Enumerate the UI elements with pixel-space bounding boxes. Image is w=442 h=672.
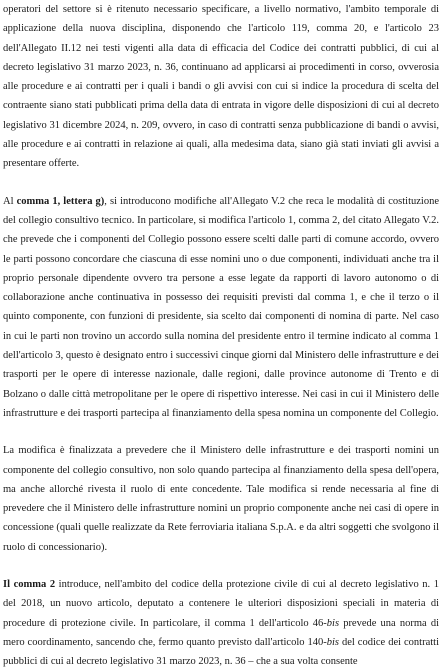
text-run: introduce, nell'ambito del codice della protezione civile di cui al decreto legislativo n. 1 del 2018, un nuovo articolo, deputato a contenere le ulteriori disposizioni speciali in materia di procedure di protezione civile. In particolare, il comma 1 dell'articolo 46-	[3, 579, 439, 629]
paragraph-comma-2	[3, 575, 439, 671]
paragraph-modifica-finalizzata	[3, 441, 439, 557]
text-run: La modifica è finalizzata a prevedere che il Ministero delle infrastrutture e dei trasporti nomini un componente del collegio consultivo, non solo quando partecipa al finanziamento della spesa dell'opera, ma anche allorché rivesta il ruolo di ente concedente. Tale modifica si rende necessaria al fine di prevedere che il Ministero delle infrastrutture nomini un proprio componente anche nei casi di opere in concessione (quali quelle realizzate da Rete ferroviaria italiana S.p.A. e da altri soggetti che svolgono il ruolo di concessionario).	[3, 445, 439, 553]
italic-term: bis	[326, 636, 340, 648]
text-run: operatori del settore si è ritenuto necessario specificare, a livello normativo, l'ambito temporale di applicazione della nuova disciplina, disponendo che l'articolo 119, comma 20, e l'articolo 23 dell'Allegato II.12 nei testi vigenti alla data di efficacia del Codice dei contratti pubblici, di cui al decreto legislativo 31 marzo 2023, n. 36, continuano ad applicarsi ai procedimenti in corso, ovverosia alle procedure e ai contratti per i quali i bandi o gli avvisi con cui si indice la procedura di scelta del contraente siano stati pubblicati prima della data di entrata in vigore delle disposizioni di cui al decreto legislativo 31 dicembre 2024, n. 209, ovvero, in caso di contratti senza pubblicazione di bandi o avvisi, alle procedure e ai contratti in relazione ai quali, alla medesima data, siano già stati inviati gli avvisi a presentare offerte.	[3, 4, 439, 170]
paragraph-gap	[3, 557, 439, 575]
bold-reference: Il comma 2	[3, 579, 56, 591]
italic-term: bis	[326, 617, 340, 629]
text-run: prevede una norma di mero coordinamento, sancendo che, fermo quanto previsto dall'articolo 140-	[3, 617, 439, 648]
paragraph-comma-1-lettera-g	[3, 192, 439, 424]
text-run: , si introducono modifiche all'Allegato V.2 che reca le modalità di costituzione del collegio consultivo tecnico. In particolare, si modifica l'articolo 1, comma 2, del citato Allegato V.2. che prevede che i componenti del Collegio possono essere scelti dalle parti di comune accordo, ovvero le parti possono concordare che ciascuna di esse nomini uno o due componenti, individuati anche tra il proprio personale dipendente ovvero tra persone a esse legate da rapporti di lavoro autonomo o di collaborazione anche continuativa in possesso dei requisiti previsti dal comma 1, e che il terzo o il quinto componente, con funzioni di presidente, sia scelto dai componenti di nomina di parte. Nel caso in cui le parti non trovino un accordo sulla nomina del presidente entro il termine indicato al comma 1 dell'articolo 3, questo è designato entro i successivi cinque giorni dal Ministero delle infrastrutture e dei trasporti per le opere di interesse nazionale, dalle regioni, dalle province autonome di Trento e di Bolzano o dalle città metropolitane per le opere di rispettivo interesse. Nei casi in cui il Ministero delle infrastrutture e dei trasporti partecipa al finanziamento della spesa nomina un componente del Collegio.	[3, 195, 439, 419]
text-run: del codice dei contratti pubblici di cui al decreto legislativo 31 marzo 2023, n. 36 – che a sua volta consente	[3, 636, 439, 668]
paragraph-transitional-provisions	[3, 0, 439, 174]
text-run: Al	[3, 195, 17, 207]
paragraph-gap	[3, 423, 439, 441]
bold-reference: comma 1, lettera g)	[16, 195, 105, 207]
paragraph-gap	[3, 174, 439, 192]
